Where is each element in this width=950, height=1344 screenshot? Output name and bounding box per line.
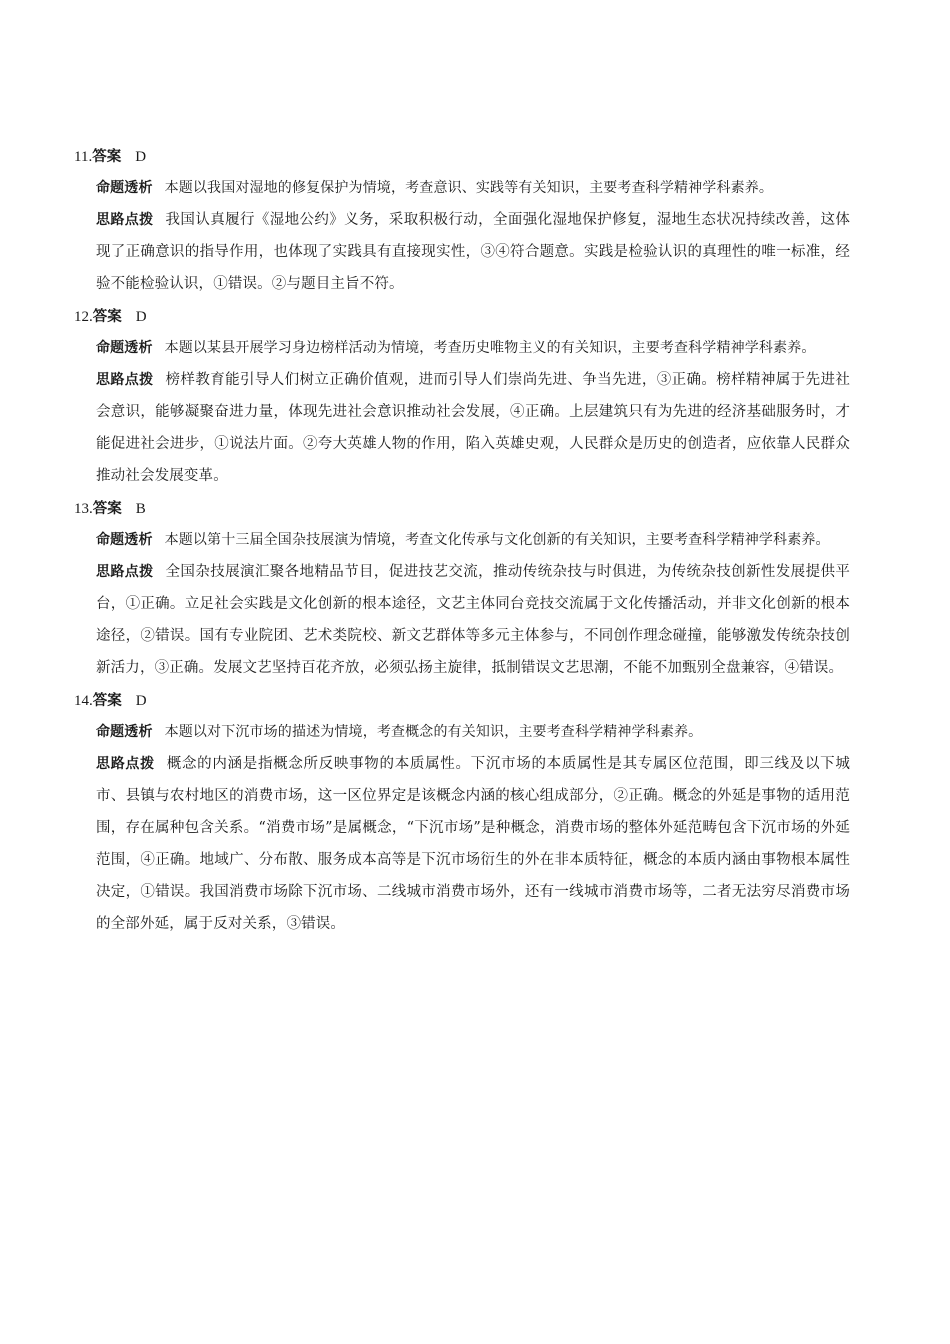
question-number: 14. [74, 693, 93, 709]
hint-text: 我国认真履行《湿地公约》义务，采取积极行动，全面强化湿地保护修复，湿地生态状况持续改善，这体现了正确意识的指导作用，也体现了实践具有直接现实性，③④符合题意。实践是检验认识的真理性的唯一标准，经验不能检验认识，①错误。②与题目主旨不符。 [96, 212, 850, 292]
hint-label: 思路点拨 [96, 756, 155, 772]
answer-label: 答案 [92, 693, 122, 709]
question-12 [74, 300, 850, 492]
hint-label: 思路点拨 [96, 212, 154, 228]
hint-paragraph [96, 556, 850, 684]
question-14 [74, 684, 850, 940]
analysis-label: 命题透析 [96, 340, 153, 356]
analysis-text: 本题以第十三届全国杂技展演为情境，考查文化传承与文化创新的有关知识，主要考查科学精神学科素养。 [164, 532, 830, 548]
answer-line [74, 684, 850, 716]
question-number: 13. [74, 501, 93, 517]
answer-label: 答案 [92, 309, 122, 325]
analysis-text: 本题以我国对湿地的修复保护为情境，考查意识、实践等有关知识，主要考查科学精神学科素养。 [164, 180, 774, 196]
hint-text: 概念的内涵是指概念所反映事物的本质属性。下沉市场的本质属性是其专属区位范围，即三线及以下城市、县镇与农村地区的消费市场，这一区位界定是该概念内涵的核心组成部分，②正确。概念的外延是事物的适用范围，存在属种包含关系。“消费市场”是属概念，“下沉市场”是种概念，消费市场的整体外延范畴包含下沉市场的外延范围，④正确。地域广、分布散、服务成本高等是下沉市场衍生的外在非本质特征，概念的本质内涵由事物根本属性决定，①错误。我国消费市场除下沉市场、二线城市消费市场外，还有一线城市消费市场等，二者无法穷尽消费市场的全部外延，属于反对关系，③错误。 [96, 756, 850, 932]
hint-label: 思路点拨 [96, 372, 154, 388]
answer-line [74, 140, 850, 172]
analysis-paragraph [96, 172, 850, 204]
hint-paragraph [96, 748, 850, 940]
answer-line [74, 492, 850, 524]
answer-value: B [135, 501, 146, 517]
answer-label: 答案 [92, 149, 122, 165]
answer-label: 答案 [92, 501, 122, 517]
question-number: 12. [74, 309, 93, 325]
hint-label: 思路点拨 [96, 564, 154, 580]
analysis-text: 本题以某县开展学习身边榜样活动为情境，考查历史唯物主义的有关知识，主要考查科学精神学科素养。 [164, 340, 816, 356]
question-11 [74, 140, 850, 300]
hint-text: 全国杂技展演汇聚各地精品节目，促进技艺交流，推动传统杂技与时俱进，为传统杂技创新性发展提供平台，①正确。立足社会实践是文化创新的根本途径，文艺主体同台竞技交流属于文化传播活动，并非文化创新的根本途径，②错误。国有专业院团、艺术类院校、新文艺群体等多元主体参与，不同创作理念碰撞，能够激发传统杂技创新活力，③正确。发展文艺坚持百花齐放，必须弘扬主旋律，抵制错误文艺思潮，不能不加甄别全盘兼容，④错误。 [96, 564, 850, 676]
analysis-text: 本题以对下沉市场的描述为情境，考查概念的有关知识，主要考查科学精神学科素养。 [164, 724, 703, 740]
analysis-paragraph [96, 524, 850, 556]
hint-paragraph [96, 364, 850, 492]
analysis-paragraph [96, 332, 850, 364]
hint-text: 榜样教育能引导人们树立正确价值观，进而引导人们崇尚先进、争当先进，③正确。榜样精神属于先进社会意识，能够凝聚奋进力量，体现先进社会意识推动社会发展，④正确。上层建筑只有为先进的经济基础服务时，才能促进社会进步，①说法片面。②夸大英雄人物的作用，陷入英雄史观，人民群众是历史的创造者，应依靠人民群众推动社会发展变革。 [96, 372, 850, 484]
question-13 [74, 492, 850, 684]
analysis-paragraph [96, 716, 850, 748]
question-number: 11. [74, 149, 93, 165]
answer-explanations [74, 140, 850, 940]
analysis-label: 命题透析 [96, 532, 153, 548]
analysis-label: 命题透析 [96, 180, 153, 196]
answer-value: D [135, 149, 147, 165]
hint-paragraph [96, 204, 850, 300]
answer-line [74, 300, 850, 332]
answer-value: D [135, 309, 147, 325]
answer-value: D [135, 693, 147, 709]
analysis-label: 命题透析 [96, 724, 153, 740]
